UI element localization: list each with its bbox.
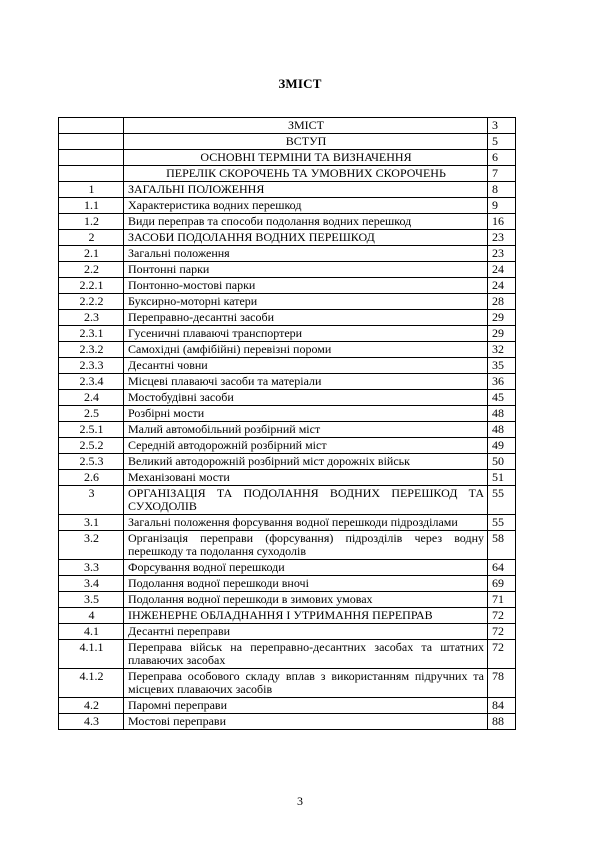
toc-row bbox=[59, 438, 516, 454]
page-title: ЗМІСТ bbox=[278, 76, 322, 91]
toc-section-number: 3 bbox=[59, 486, 124, 515]
toc-section-title: Самохідні (амфібійні) перевізні пороми bbox=[124, 342, 488, 358]
toc-page-number: 24 bbox=[488, 262, 516, 278]
page-number: 3 bbox=[297, 794, 303, 808]
toc-row bbox=[59, 624, 516, 640]
toc-page-number: 84 bbox=[488, 698, 516, 714]
toc-page-number: 23 bbox=[488, 246, 516, 262]
toc-section-title: Розбірні мости bbox=[124, 406, 488, 422]
toc-section-title: Загальні положення bbox=[124, 246, 488, 262]
toc-section-number: 3.2 bbox=[59, 531, 124, 560]
toc-section-number: 1.2 bbox=[59, 214, 124, 230]
toc-page-number: 72 bbox=[488, 608, 516, 624]
toc-row bbox=[59, 422, 516, 438]
toc-section-number bbox=[59, 166, 124, 182]
toc-section-title: ЗАСОБИ ПОДОЛАННЯ ВОДНИХ ПЕРЕШКОД bbox=[124, 230, 488, 246]
toc-row bbox=[59, 698, 516, 714]
toc-section-title: Види переправ та способи подолання водних перешкод bbox=[124, 214, 488, 230]
toc-section-title: Великий автодорожній розбірний міст дорожніх військ bbox=[124, 454, 488, 470]
toc-section-title: ЗАГАЛЬНІ ПОЛОЖЕННЯ bbox=[124, 182, 488, 198]
toc-section-title: Організація переправи (форсування) підрозділів через водну перешкоду та подолання суходолів bbox=[124, 531, 488, 560]
toc-section-number bbox=[59, 134, 124, 150]
toc-section-number: 4.1 bbox=[59, 624, 124, 640]
toc-row bbox=[59, 531, 516, 560]
toc-page-number: 72 bbox=[488, 624, 516, 640]
toc-page-number: 6 bbox=[488, 150, 516, 166]
toc-page-number: 8 bbox=[488, 182, 516, 198]
toc-row bbox=[59, 246, 516, 262]
toc-section-number: 2.2.2 bbox=[59, 294, 124, 310]
toc-row bbox=[59, 310, 516, 326]
toc-row bbox=[59, 576, 516, 592]
toc-page-number: 72 bbox=[488, 640, 516, 669]
toc-row bbox=[59, 640, 516, 669]
toc-section-number: 2.2 bbox=[59, 262, 124, 278]
toc-section-number: 3.3 bbox=[59, 560, 124, 576]
toc-section-title: Десантні човни bbox=[124, 358, 488, 374]
toc-section-title: Паромні переправи bbox=[124, 698, 488, 714]
toc-page-number: 69 bbox=[488, 576, 516, 592]
toc-page-number: 35 bbox=[488, 358, 516, 374]
toc-row bbox=[59, 608, 516, 624]
toc-section-number: 2.3 bbox=[59, 310, 124, 326]
toc-section-number: 4.3 bbox=[59, 714, 124, 730]
toc-row bbox=[59, 262, 516, 278]
toc-section-number: 2.3.1 bbox=[59, 326, 124, 342]
toc-page-number: 5 bbox=[488, 134, 516, 150]
toc-section-number: 4.1.2 bbox=[59, 669, 124, 698]
toc-row bbox=[59, 230, 516, 246]
toc-section-title: Переправно-десантні засоби bbox=[124, 310, 488, 326]
toc-section-title: Десантні переправи bbox=[124, 624, 488, 640]
toc-page-number: 36 bbox=[488, 374, 516, 390]
toc-section-title: Буксирно-моторні катери bbox=[124, 294, 488, 310]
toc-page-number: 88 bbox=[488, 714, 516, 730]
toc-section-title: Середній автодорожній розбірний міст bbox=[124, 438, 488, 454]
toc-section-title: Подолання водної перешкоди вночі bbox=[124, 576, 488, 592]
toc-page-number: 58 bbox=[488, 531, 516, 560]
toc-section-title: ВСТУП bbox=[124, 134, 488, 150]
toc-row bbox=[59, 150, 516, 166]
toc-section-number bbox=[59, 118, 124, 134]
toc-section-title: Понтонно-мостові парки bbox=[124, 278, 488, 294]
toc-section-number: 2.5.2 bbox=[59, 438, 124, 454]
toc-row bbox=[59, 198, 516, 214]
toc-section-title: Місцеві плаваючі засоби та матеріали bbox=[124, 374, 488, 390]
toc-row bbox=[59, 278, 516, 294]
toc-section-number: 2.5.3 bbox=[59, 454, 124, 470]
toc-row bbox=[59, 294, 516, 310]
toc-section-number: 2.3.4 bbox=[59, 374, 124, 390]
toc-row bbox=[59, 486, 516, 515]
toc-row bbox=[59, 669, 516, 698]
toc-row bbox=[59, 454, 516, 470]
toc-section-number: 2.3.2 bbox=[59, 342, 124, 358]
toc-section-number: 2.3.3 bbox=[59, 358, 124, 374]
toc-row bbox=[59, 166, 516, 182]
toc-row bbox=[59, 515, 516, 531]
toc-section-number: 4 bbox=[59, 608, 124, 624]
toc-section-title: ІНЖЕНЕРНЕ ОБЛАДНАННЯ І УТРИМАННЯ ПЕРЕПРАВ bbox=[124, 608, 488, 624]
toc-section-title: Форсування водної перешкоди bbox=[124, 560, 488, 576]
toc-section-number: 3.4 bbox=[59, 576, 124, 592]
toc-section-title: Загальні положення форсування водної перешкоди підрозділами bbox=[124, 515, 488, 531]
toc-row bbox=[59, 560, 516, 576]
toc-section-number: 1.1 bbox=[59, 198, 124, 214]
toc-section-title: ПЕРЕЛІК СКОРОЧЕНЬ ТА УМОВНИХ СКОРОЧЕНЬ bbox=[124, 166, 488, 182]
toc-row bbox=[59, 118, 516, 134]
toc-page-number: 48 bbox=[488, 422, 516, 438]
toc-body bbox=[59, 118, 516, 730]
toc-row bbox=[59, 406, 516, 422]
toc-section-number: 2.6 bbox=[59, 470, 124, 486]
toc-section-title: Переправа військ на переправно-десантних засобах та штатних плаваючих засобах bbox=[124, 640, 488, 669]
toc-page-number: 28 bbox=[488, 294, 516, 310]
toc-section-number: 2 bbox=[59, 230, 124, 246]
toc-section-title: Малий автомобільний розбірний міст bbox=[124, 422, 488, 438]
toc-row bbox=[59, 470, 516, 486]
toc-page-number: 29 bbox=[488, 326, 516, 342]
toc-page-number: 55 bbox=[488, 515, 516, 531]
toc-section-title: ЗМІСТ bbox=[124, 118, 488, 134]
toc-page-number: 51 bbox=[488, 470, 516, 486]
toc-page-number: 29 bbox=[488, 310, 516, 326]
toc-row bbox=[59, 714, 516, 730]
toc-section-number: 2.4 bbox=[59, 390, 124, 406]
toc-section-number bbox=[59, 150, 124, 166]
toc-row bbox=[59, 592, 516, 608]
toc-page-number: 23 bbox=[488, 230, 516, 246]
toc-section-title: Понтонні парки bbox=[124, 262, 488, 278]
toc-page-number: 32 bbox=[488, 342, 516, 358]
toc-section-number: 3.1 bbox=[59, 515, 124, 531]
toc-page-number: 55 bbox=[488, 486, 516, 515]
toc-section-title: Переправа особового складу вплав з використанням підручних та місцевих плаваючих засобів bbox=[124, 669, 488, 698]
toc-page-number: 3 bbox=[488, 118, 516, 134]
toc-page-number: 7 bbox=[488, 166, 516, 182]
toc-section-title: Характеристика водних перешкод bbox=[124, 198, 488, 214]
toc-page-number: 45 bbox=[488, 390, 516, 406]
toc-section-title: Мостові переправи bbox=[124, 714, 488, 730]
toc-section-title: Подолання водної перешкоди в зимових умовах bbox=[124, 592, 488, 608]
toc-section-title: Мостобудівні засоби bbox=[124, 390, 488, 406]
toc-section-number: 2.5 bbox=[59, 406, 124, 422]
toc-row bbox=[59, 182, 516, 198]
toc-page-number: 64 bbox=[488, 560, 516, 576]
toc-row bbox=[59, 326, 516, 342]
toc-row bbox=[59, 342, 516, 358]
toc-section-number: 4.1.1 bbox=[59, 640, 124, 669]
toc-page-number: 16 bbox=[488, 214, 516, 230]
toc-page-number: 48 bbox=[488, 406, 516, 422]
toc-section-number: 1 bbox=[59, 182, 124, 198]
toc-section-number: 3.5 bbox=[59, 592, 124, 608]
toc-section-title: Механізовані мости bbox=[124, 470, 488, 486]
toc-row bbox=[59, 134, 516, 150]
toc-row bbox=[59, 374, 516, 390]
toc-section-title: Гусеничні плаваючі транспортери bbox=[124, 326, 488, 342]
toc-page-number: 71 bbox=[488, 592, 516, 608]
toc-section-number: 2.5.1 bbox=[59, 422, 124, 438]
toc-page-number: 50 bbox=[488, 454, 516, 470]
toc-page-number: 78 bbox=[488, 669, 516, 698]
toc-row bbox=[59, 390, 516, 406]
toc-page-number: 9 bbox=[488, 198, 516, 214]
toc-row bbox=[59, 214, 516, 230]
toc-page-number: 24 bbox=[488, 278, 516, 294]
toc-page-number: 49 bbox=[488, 438, 516, 454]
toc-row bbox=[59, 358, 516, 374]
toc-section-number: 4.2 bbox=[59, 698, 124, 714]
toc-section-title: ОСНОВНІ ТЕРМІНИ ТА ВИЗНАЧЕННЯ bbox=[124, 150, 488, 166]
toc-section-number: 2.2.1 bbox=[59, 278, 124, 294]
toc-section-title: ОРГАНІЗАЦІЯ ТА ПОДОЛАННЯ ВОДНИХ ПЕРЕШКОД ТА СУХОДОЛІВ bbox=[124, 486, 488, 515]
table-of-contents bbox=[58, 117, 516, 730]
toc-section-number: 2.1 bbox=[59, 246, 124, 262]
